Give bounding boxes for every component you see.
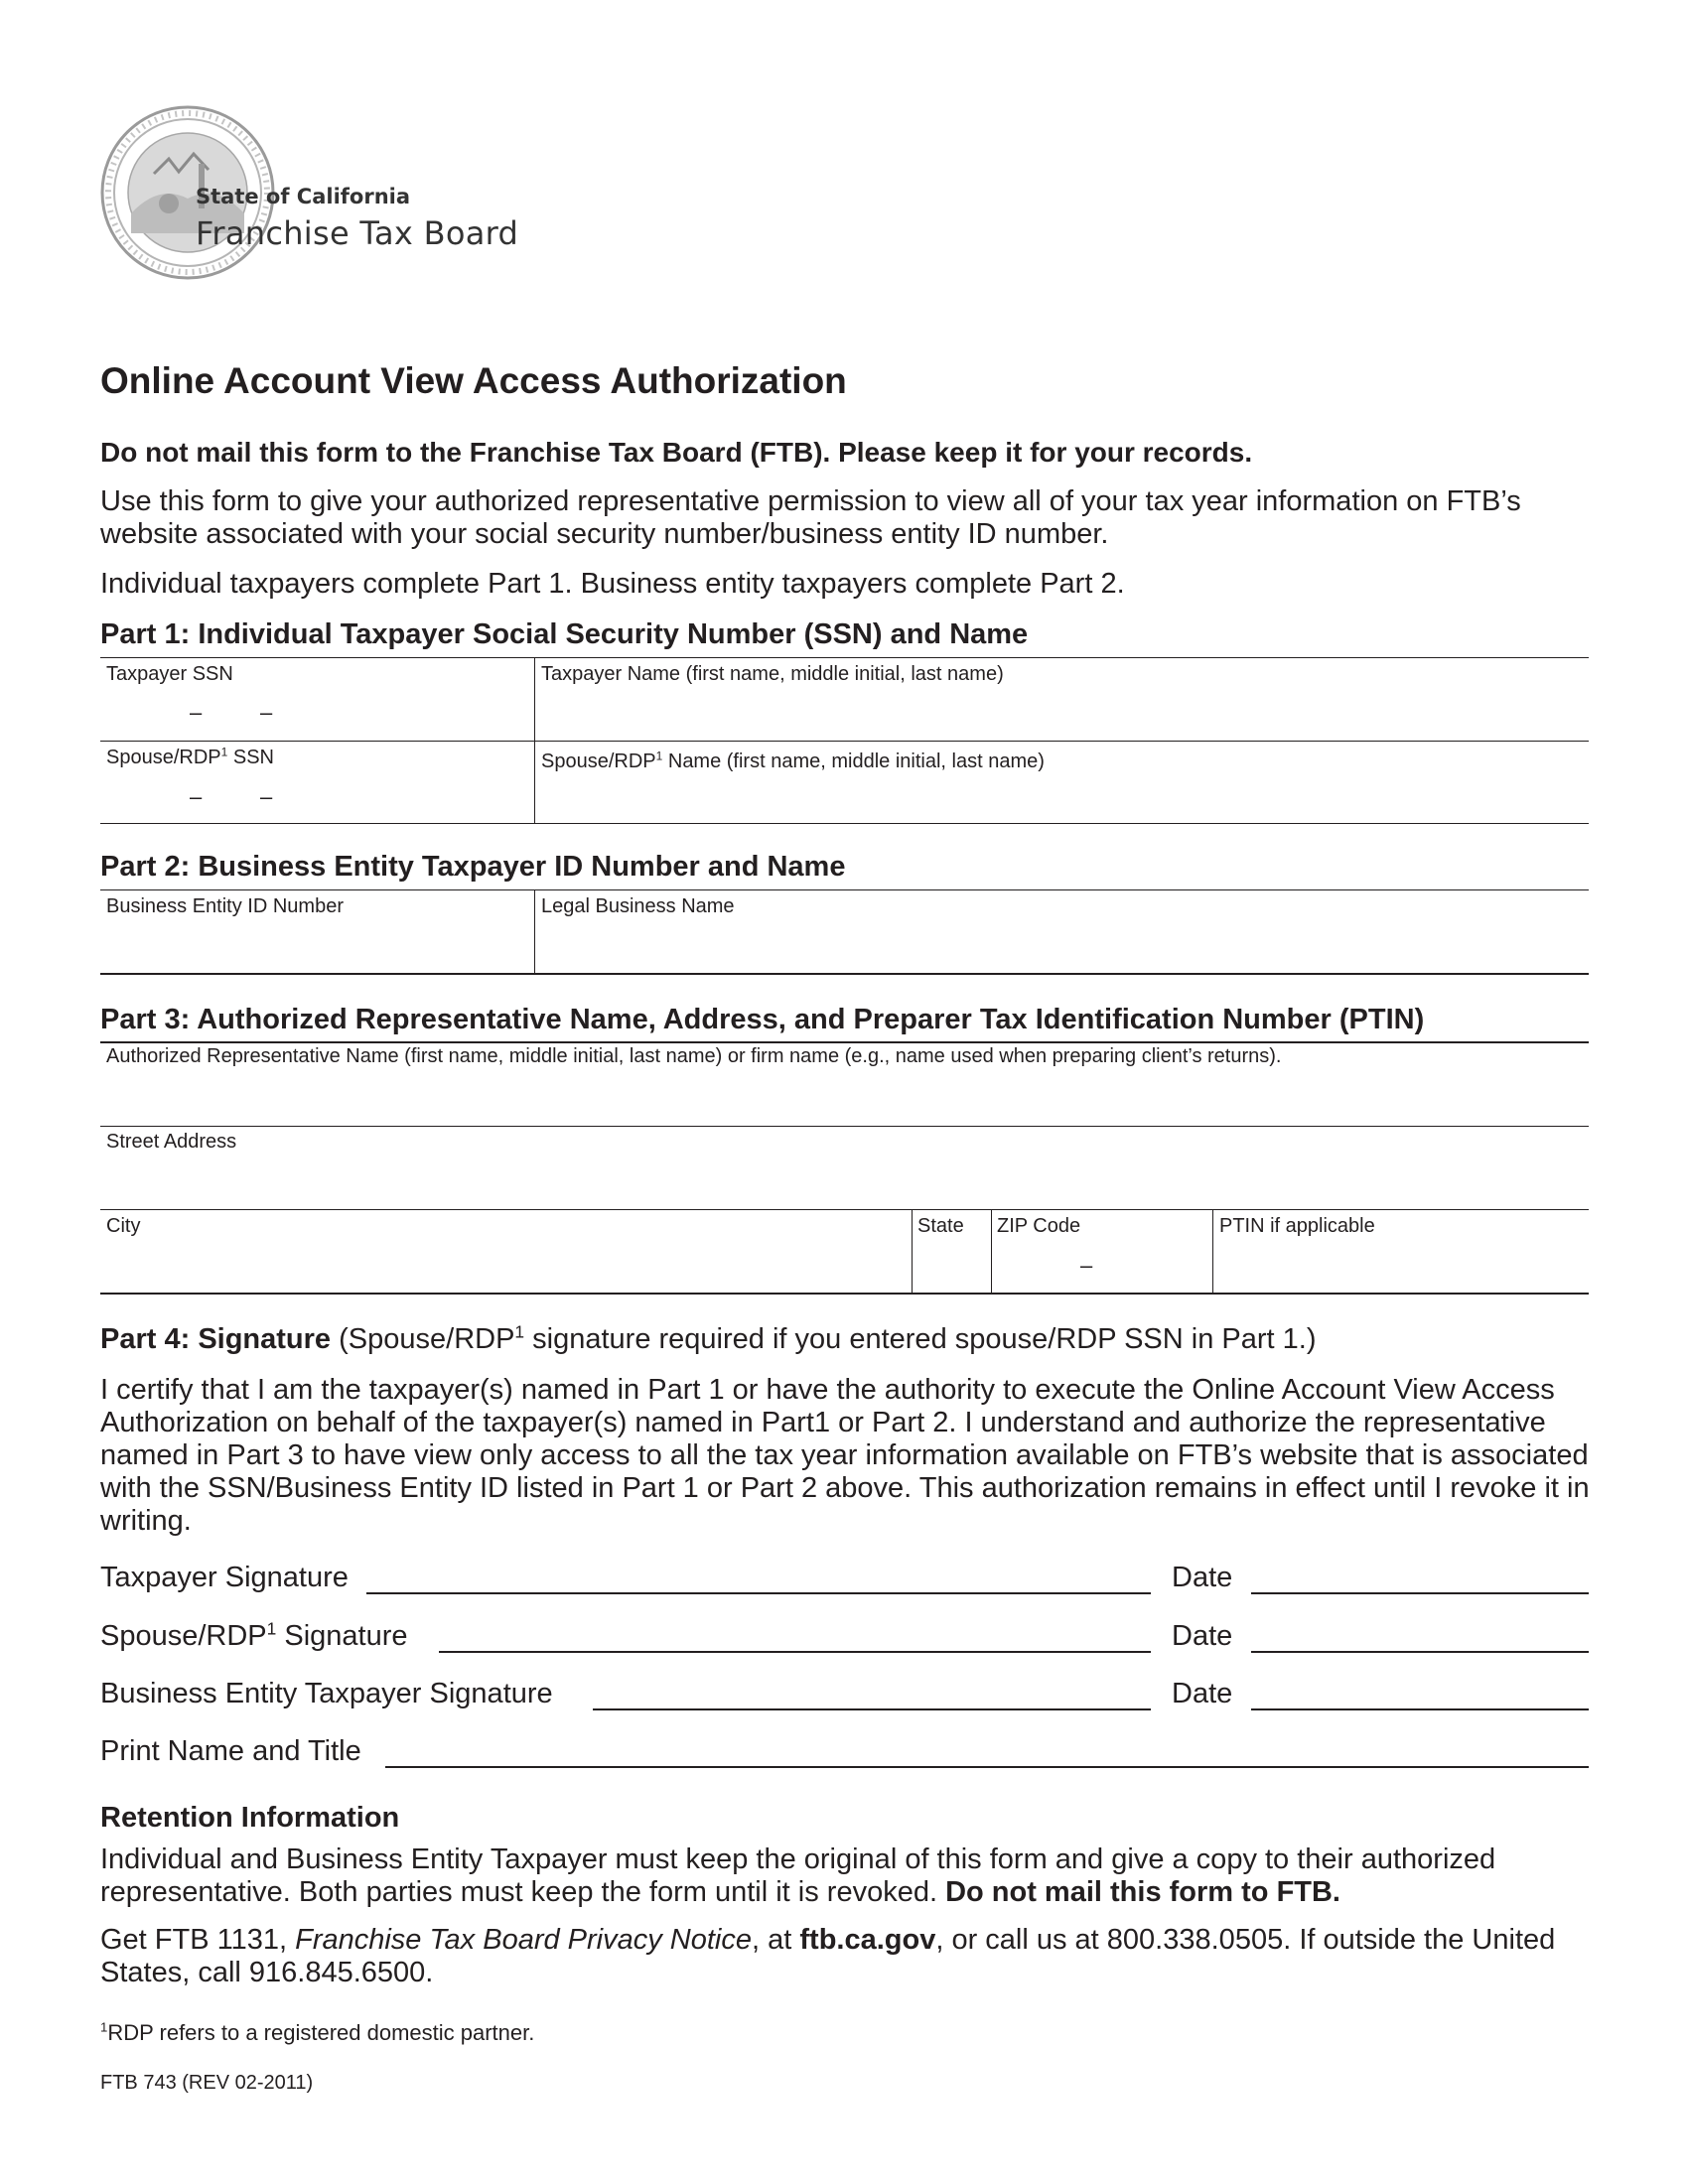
certification-text: I certify that I am the taxpayer(s) named in Part 1 or have the authority to execute the Online Account View Access Authorization on behalf of the taxpayer(s) named in Part1 or Part 2. I understand and authorize the representative named in Part 3 to have view only access to all the tax year information available on FTB’s website that is associated with the SSN/Business Entity ID listed in Part 1 or Part 2 above. This authorization remains in effect until I revoke it in writing. <box>100 1374 1590 1537</box>
city-field[interactable] <box>100 1237 910 1289</box>
spouse-name-label: Spouse/RDP$^1$ Name (first name, middle initial, last name) <box>541 749 1045 772</box>
spouse-signature-field[interactable] <box>439 1651 1151 1653</box>
do-not-mail-notice: Do not mail this form to the Franchise Tax Board (FTB). Please keep it for your records. <box>100 437 1253 468</box>
part3-top-rule <box>100 1041 1589 1043</box>
taxpayer-signature-row <box>100 1559 1589 1598</box>
zip-code-field[interactable] <box>993 1237 1210 1289</box>
part2-top-rule <box>100 889 1589 890</box>
zip-dash: – <box>1080 1253 1093 1278</box>
taxpayer-name-label: Taxpayer Name (first name, middle initial, last name) <box>541 663 1004 685</box>
ssn-dash: – <box>260 700 273 725</box>
date-label: Date <box>1172 1678 1233 1709</box>
agency-name: Franchise Tax Board <box>196 214 519 252</box>
business-entity-id-field[interactable] <box>100 917 534 969</box>
ssn-dash: – <box>190 784 203 809</box>
business-date-field[interactable] <box>1251 1708 1589 1710</box>
spouse-ssn-label: Spouse/RDP$^1$ SSN <box>106 745 274 768</box>
business-signature-row <box>100 1675 1589 1714</box>
part2-bottom-rule <box>100 973 1589 975</box>
agency-state-name: State of California <box>196 185 411 208</box>
part2-column-divider <box>534 889 535 973</box>
part4-heading-line: Part 4: Signature (Spouse/RDP$^1$ signature required if you entered spouse/RDP SSN in Part 1.) <box>100 1321 1317 1355</box>
spouse-signature-label: Spouse/RDP$^1$ Signature <box>100 1618 408 1652</box>
taxpayer-signature-field[interactable] <box>366 1592 1151 1594</box>
ftb-website-link[interactable]: ftb.ca.gov <box>799 1924 936 1956</box>
business-signature-label: Business Entity Taxpayer Signature <box>100 1678 553 1709</box>
date-label: Date <box>1172 1620 1233 1652</box>
zip-ptin-divider <box>1212 1209 1213 1293</box>
street-address-field[interactable] <box>100 1154 1589 1205</box>
spouse-signature-row <box>100 1617 1589 1657</box>
intro-instructions: Individual taxpayers complete Part 1. Business entity taxpayers complete Part 2. <box>100 568 1125 600</box>
print-name-row <box>100 1732 1589 1772</box>
city-label: City <box>106 1215 141 1237</box>
city-state-divider <box>912 1209 913 1293</box>
legal-business-name-label: Legal Business Name <box>541 895 735 917</box>
footnote: $^1$RDP refers to a registered domestic partner. <box>100 2019 535 2045</box>
part4-heading: Part 4: Signature <box>100 1323 332 1355</box>
form-number: FTB 743 (REV 02-2011) <box>100 2072 314 2094</box>
spouse-name-field[interactable] <box>536 772 1589 820</box>
date-label: Date <box>1172 1562 1233 1593</box>
business-signature-field[interactable] <box>593 1708 1151 1710</box>
retention-text: Individual and Business Entity Taxpayer must keep the original of this form and give a copy to their authorized representative. Both parties must keep the form until it is revoked. Do not mail this form to FTB. <box>100 1843 1496 1908</box>
street-address-rule <box>100 1209 1589 1210</box>
taxpayer-name-field[interactable] <box>536 685 1589 733</box>
state-zip-divider <box>991 1209 992 1293</box>
intro-purpose: Use this form to give your authorized representative permission to view all of your tax year information on FTB’s website associated with your social security number/business entity ID number. <box>100 485 1521 550</box>
spouse-date-field[interactable] <box>1251 1651 1589 1653</box>
print-name-label: Print Name and Title <box>100 1735 361 1767</box>
part3-heading: Part 3: Authorized Representative Name, Address, and Preparer Tax Identification Number (PTIN) <box>100 1004 1425 1035</box>
ssn-dash: – <box>260 784 273 809</box>
print-name-field[interactable] <box>385 1766 1589 1768</box>
taxpayer-ssn-label: Taxpayer SSN <box>106 663 233 685</box>
part1-middle-rule <box>100 741 1589 742</box>
rep-name-label: Authorized Representative Name (first name, middle initial, last name) or firm name (e.g., name used when preparing client’s returns). <box>106 1045 1282 1067</box>
part3-bottom-rule <box>100 1293 1589 1295</box>
privacy-notice-text: Get FTB 1131, Franchise Tax Board Privacy Notice, at ftb.ca.gov, or call us at 800.338.0505. If outside the United States, call 916.845.6500. <box>100 1924 1556 1988</box>
ptin-label: PTIN if applicable <box>1219 1215 1375 1237</box>
retention-heading: Retention Information <box>100 1802 400 1834</box>
part2-heading: Part 2: Business Entity Taxpayer ID Number and Name <box>100 851 846 883</box>
ssn-dash: – <box>190 700 203 725</box>
state-field[interactable] <box>914 1237 989 1289</box>
business-entity-id-label: Business Entity ID Number <box>106 895 344 917</box>
part1-bottom-rule <box>100 823 1589 824</box>
taxpayer-signature-label: Taxpayer Signature <box>100 1562 349 1593</box>
street-address-label: Street Address <box>106 1131 237 1153</box>
page-title: Online Account View Access Authorization <box>100 360 847 401</box>
taxpayer-date-field[interactable] <box>1251 1592 1589 1594</box>
rep-name-rule <box>100 1126 1589 1127</box>
part1-heading: Part 1: Individual Taxpayer Social Security Number (SSN) and Name <box>100 618 1029 650</box>
ptin-field[interactable] <box>1214 1237 1589 1289</box>
rep-name-field[interactable] <box>100 1070 1589 1122</box>
part1-top-rule <box>100 657 1589 658</box>
zip-code-label: ZIP Code <box>997 1215 1081 1237</box>
taxpayer-ssn-field[interactable] <box>100 685 534 733</box>
legal-business-name-field[interactable] <box>536 917 1589 969</box>
state-label: State <box>917 1215 964 1237</box>
spouse-ssn-field[interactable] <box>100 769 534 819</box>
